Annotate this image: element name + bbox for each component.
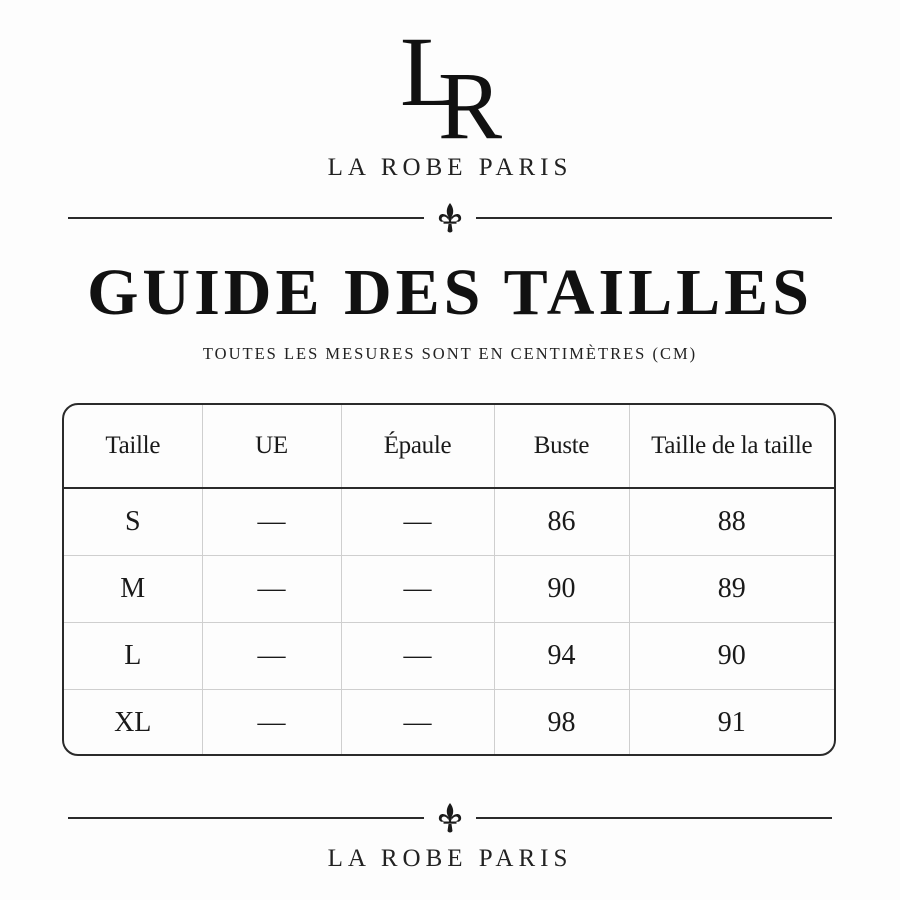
cell-ue: — [202, 690, 341, 757]
brand-name-top: LA ROBE PARIS [327, 154, 573, 181]
table-row [64, 623, 834, 690]
cell-buste: 94 [494, 623, 629, 690]
cell-epaule: — [341, 690, 494, 757]
header-taille: Taille [64, 405, 202, 488]
cell-tour-de-taille: 90 [629, 623, 834, 690]
header-ue: UE [202, 405, 341, 488]
monogram-l-letter: L [400, 20, 462, 127]
header-epaule: Épaule [341, 405, 494, 488]
cell-buste: 86 [494, 488, 629, 556]
divider-line-left [68, 817, 424, 819]
cell-size: M [64, 556, 202, 623]
cell-ue: — [202, 623, 341, 690]
cell-ue: — [202, 488, 341, 556]
cell-size: XL [64, 690, 202, 757]
divider-line-left [68, 217, 424, 219]
page-title: GUIDE DES TAILLES [87, 256, 813, 329]
cell-epaule: — [341, 488, 494, 556]
divider-line-right [476, 217, 832, 219]
cell-epaule: — [341, 556, 494, 623]
size-table [64, 405, 834, 756]
cell-size: S [124, 506, 141, 537]
divider-top [68, 208, 832, 228]
cell-buste: 98 [494, 690, 629, 757]
brand-name-bottom: LA ROBE PARIS [327, 845, 573, 872]
header-buste: Buste [494, 405, 629, 488]
cell-tour-de-taille: 89 [629, 556, 834, 623]
page-subtitle: TOUTES LES MESURES SONT EN CENTIMÈTRES (CM) [202, 344, 698, 363]
cell-tour-de-taille: 91 [629, 690, 834, 757]
cell-buste: 90 [494, 556, 629, 623]
fleur-de-lis-icon [437, 202, 463, 234]
lr-monogram-icon [400, 20, 510, 145]
cell-epaule: — [341, 623, 494, 690]
cell-tour-de-taille: 88 [629, 488, 834, 556]
table-row [64, 690, 834, 757]
fleur-de-lis-icon [437, 802, 463, 834]
size-table-container [62, 403, 836, 756]
header-tour-de-taille: Taille de la taille [629, 405, 834, 488]
monogram-r-letter: R [438, 52, 503, 145]
table-header-row [64, 405, 834, 488]
table-row [64, 556, 834, 623]
divider-bottom [68, 808, 832, 828]
cell-ue: — [202, 556, 341, 623]
divider-line-right [476, 817, 832, 819]
table-row [64, 488, 834, 556]
cell-size: L [64, 623, 202, 690]
